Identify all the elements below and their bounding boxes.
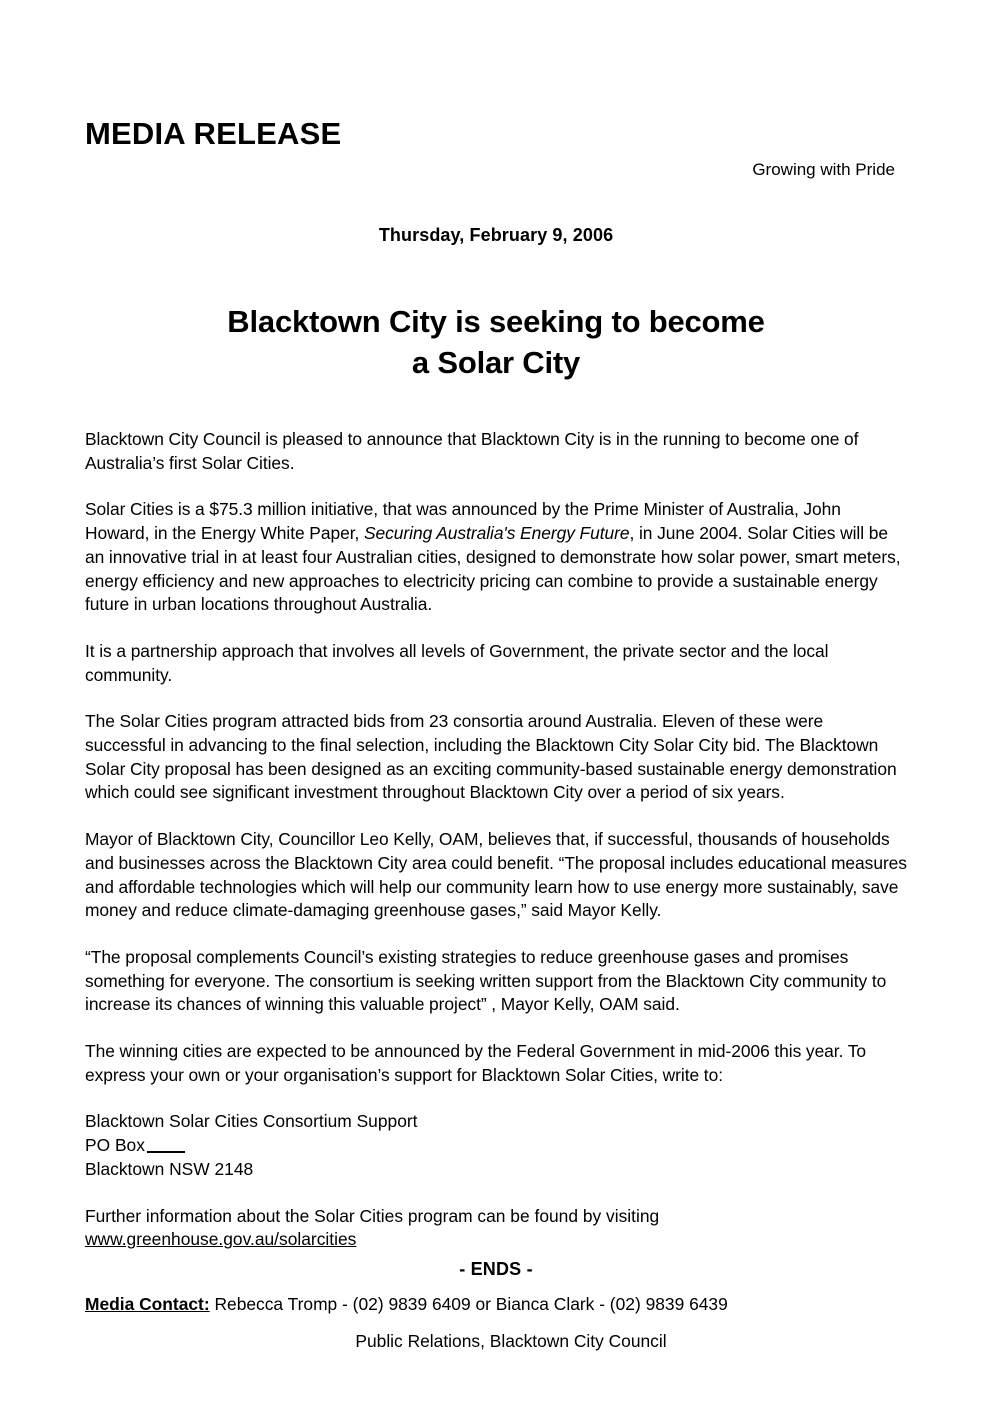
media-contact-details: Rebecca Tromp - (02) 9839 6409 or Bianca Clark - (02) 9839 6439 — [209, 1294, 728, 1314]
body-copy — [85, 428, 907, 1252]
headline-line-1: Blacktown City is seeking to become — [227, 304, 765, 339]
address-po-box-label: PO Box — [85, 1135, 145, 1156]
headline-line-2: a Solar City — [411, 344, 581, 380]
solar-cities-website-link[interactable]: www.greenhouse.gov.au/solarcities — [85, 1229, 357, 1250]
paragraph-bids: The Solar Cities program attracted bids from 23 consortia around Australia. Eleven of these were successful in advancing to the final selection, including the Blacktown City Solar City bid. The Blacktown Solar City proposal has been designed as an exciting community-based sustainable energy demonstration which could see significant investment throughout Blacktown City over a period of six years. — [85, 711, 897, 803]
further-information — [85, 1205, 907, 1252]
address-po-box — [85, 1134, 907, 1158]
paragraph-mayor-quote: Mayor of Blacktown City, Councillor Leo Kelly, OAM, believes that, if successful, thousands of households and businesses across the Blacktown City area could benefit. “The proposal includes educational measures and affordable technologies which will help our community learn how to use energy more sustainably, save money and reduce climate-damaging greenhouse gases,” said Mayor Kelly. — [85, 829, 907, 921]
media-contact-label: Media Contact: — [85, 1294, 210, 1314]
media-contact-line — [85, 1293, 907, 1317]
masthead-title: MEDIA RELEASE — [85, 116, 342, 151]
paragraph-proposal-quote: “The proposal complements Council’s existing strategies to reduce greenhouse gases and promises something for everyone. The consortium is seeking written support from the Blacktown City community to increase its chances of winning this valuable project” , Mayor Kelly, OAM said. — [85, 946, 887, 1015]
support-address-block — [85, 1110, 907, 1181]
paragraph-text-after-title: , in June 2004. Solar Cities will be an innovative trial in at least four Australian cities, designed to demonstrate how solar power, smart meters, energy efficiency and new approaches to electricity pricing can combine to provide a sustainable energy future in urban locations throughout Australia. — [85, 523, 901, 615]
page-title — [85, 302, 907, 384]
address-organisation: Blacktown Solar Cities Consortium Support — [85, 1111, 418, 1132]
ends-marker: - ENDS - — [459, 1259, 533, 1279]
tagline: Growing with Pride — [752, 160, 895, 179]
paragraph-solar-cities-initiative — [85, 498, 907, 617]
paragraph-partnership: It is a partnership approach that involves all levels of Government, the private sector and the local community. — [85, 640, 829, 685]
paragraph-text-before-title: Solar Cities is a $75.3 million initiative, that was announced by the Prime Minister of Australia, John Howard, in the Energy White Paper, — [85, 499, 841, 544]
energy-white-paper-title: Securing Australia's Energy Future — [363, 523, 630, 544]
release-date: Thursday, February 9, 2006 — [378, 225, 614, 245]
further-information-text: Further information about the Solar Cities program can be found by visiting — [85, 1205, 660, 1226]
masthead — [85, 116, 907, 179]
po-box-blank-field — [147, 1151, 185, 1153]
issuing-department: Public Relations, Blacktown City Council — [355, 1331, 667, 1351]
paragraph-intro: Blacktown City Council is pleased to announce that Blacktown City is in the running to become one of Australia’s first Solar Cities. — [85, 429, 859, 473]
address-suburb-state-postcode: Blacktown NSW 2148 — [85, 1158, 254, 1179]
paragraph-write-to: The winning cities are expected to be announced by the Federal Government in mid-2006 this year. To express your own or your organisation’s support for Blacktown Solar Cities, write to: — [85, 1041, 867, 1085]
